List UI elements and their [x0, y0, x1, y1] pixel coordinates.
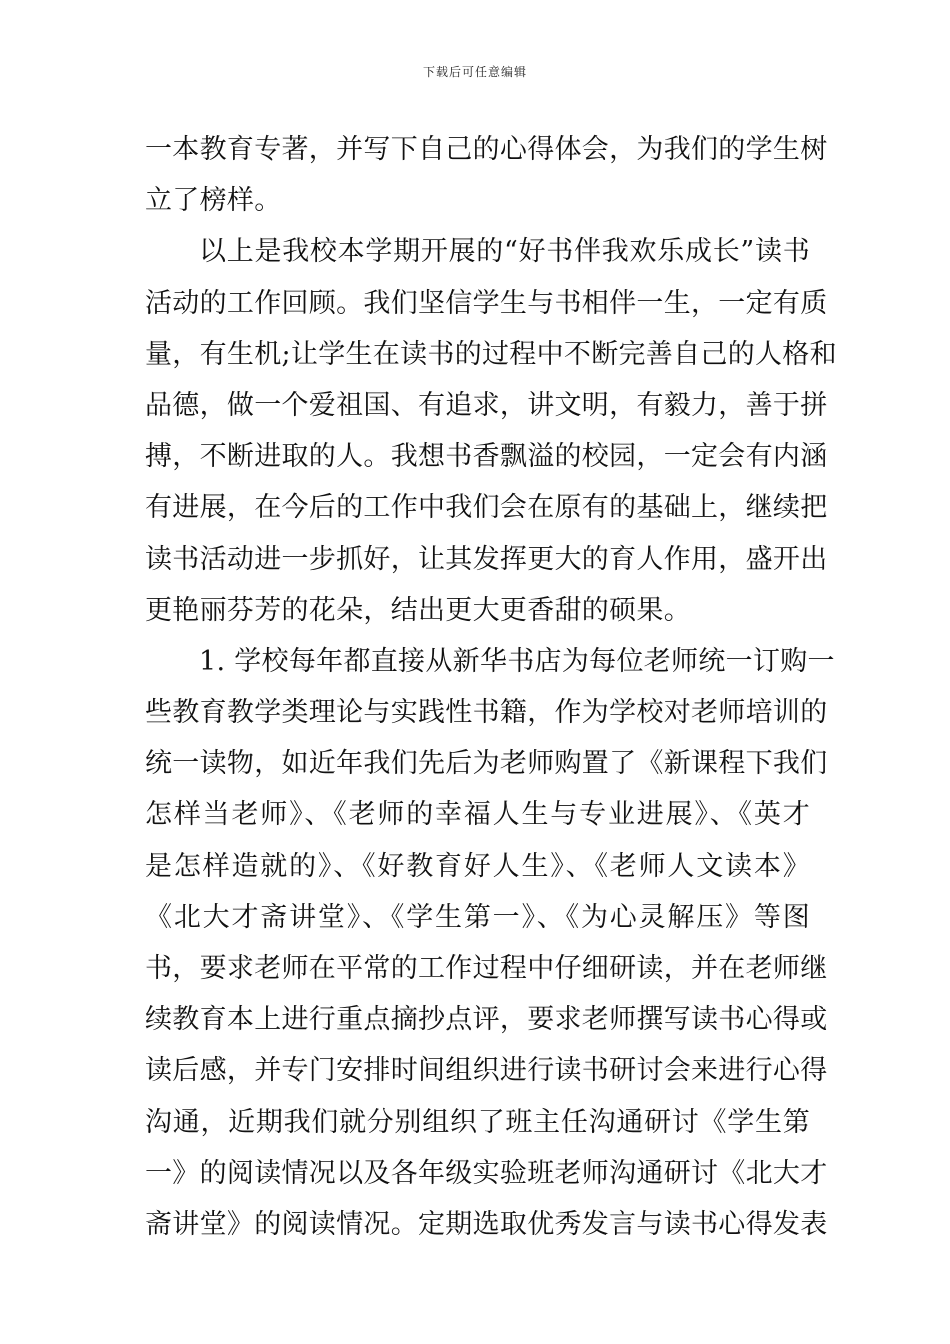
- text-line: 读书活动进一步抓好，让其发挥更大的育人作用，盛开出: [145, 543, 828, 575]
- document-body: [145, 124, 837, 1250]
- text-line: 更艳丽芬芳的花朵，结出更大更香甜的硕果。: [145, 594, 691, 626]
- text-line: 是怎样造就的》、《好教育好人生》、《老师人文读本》: [145, 850, 810, 882]
- text-line: 以上是我校本学期开展的“好书伴我欢乐成长”读书: [199, 236, 810, 268]
- text-line: 《北大才斋讲堂》、《学生第一》、《为心灵解压》等图: [145, 901, 810, 933]
- text-line: 沟通，近期我们就分别组织了班主任沟通研讨《学生第: [145, 1106, 810, 1138]
- text-line: 活动的工作回顾。我们坚信学生与书相伴一生，一定有质: [145, 287, 828, 319]
- text-line: 有进展，在今后的工作中我们会在原有的基础上，继续把: [145, 492, 828, 524]
- text-line: 书，要求老师在平常的工作过程中仔细研读，并在老师继: [145, 953, 828, 984]
- text-line: 读后感，并专门安排时间组织进行读书研讨会来进行心得: [145, 1055, 828, 1087]
- text-line: 1. 学校每年都直接从新华书店为每位老师统一订购一: [199, 645, 835, 677]
- text-line: 怎样当老师》、《老师的幸福人生与专业进展》、《英才: [145, 799, 810, 831]
- text-line: 统一读物，如近年我们先后为老师购置了《新课程下我们: [145, 748, 828, 780]
- text-line: 一》的阅读情况以及各年级实验班老师沟通研讨《北大才: [145, 1157, 828, 1189]
- text-line: 搏，不断进取的人。我想书香飘溢的校园，一定会有内涵: [145, 441, 828, 473]
- text-line: 续教育本上进行重点摘抄点评，要求老师撰写读书心得或: [145, 1004, 828, 1036]
- text-line: 一本教育专著，并写下自己的心得体会，为我们的学生树: [145, 134, 828, 165]
- text-line: 立了榜样。: [145, 185, 282, 217]
- page-header: 下载后可任意编辑: [422, 65, 527, 79]
- text-line: 量，有生机;让学生在读书的过程中不断完善自己的人格和: [145, 338, 837, 370]
- text-line: 些教育教学类理论与实践性书籍，作为学校对老师培训的: [145, 697, 828, 729]
- text-line: 斋讲堂》的阅读情况。定期选取优秀发言与读书心得发表: [145, 1208, 828, 1240]
- text-line: 品德，做一个爱祖国、有追求，讲文明，有毅力，善于拼: [145, 389, 828, 421]
